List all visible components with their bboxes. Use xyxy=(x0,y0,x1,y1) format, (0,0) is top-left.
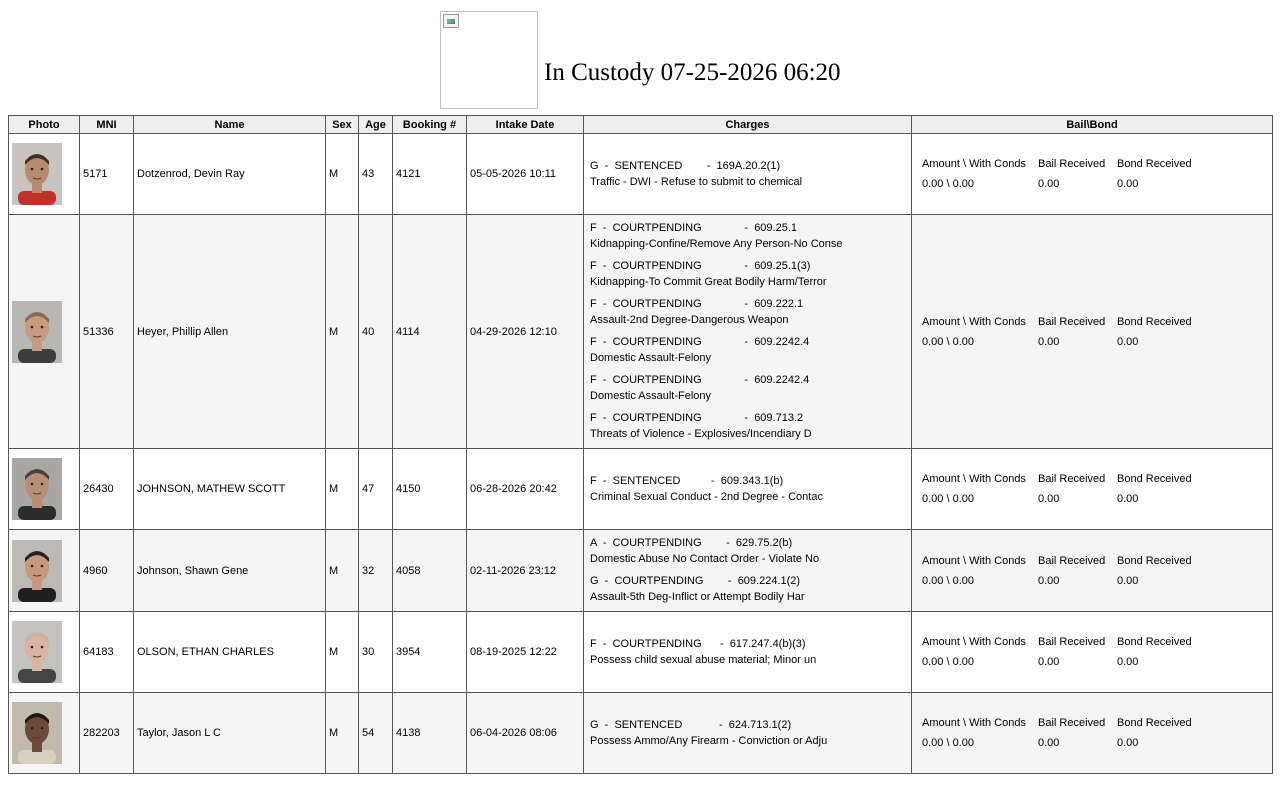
charge-status-statute: A - COURTPENDING - 629.75.2(b) xyxy=(590,537,793,549)
bail-received-label: Bail Received xyxy=(1038,717,1106,729)
bail-amount-value: 0.00 \ 0.00 xyxy=(922,574,974,587)
sex-cell: M xyxy=(326,449,359,530)
bail-received-label: Bail Received xyxy=(1038,636,1106,648)
charge-description: Traffic - DWI - Refuse to submit to chemical xyxy=(590,175,803,188)
mugshot-image[interactable] xyxy=(12,540,62,602)
inmate-row xyxy=(9,693,1273,774)
bail-received-value: 0.00 xyxy=(1038,493,1060,505)
bail-received-label: Bail Received xyxy=(1038,315,1106,328)
booking-number-cell: 4150 xyxy=(393,449,467,530)
charge-status-statute: G - SENTENCED - 169A.20.2(1) xyxy=(590,159,781,172)
bail-received-label: Bail Received xyxy=(1038,554,1106,567)
col-header-name: Name xyxy=(134,116,326,134)
booking-number-cell: 4121 xyxy=(393,134,467,215)
intake-date-cell: 05-05-2026 10:11 xyxy=(467,134,584,215)
bond-received-label: Bond Received xyxy=(1117,636,1192,648)
bond-received-label: Bond Received xyxy=(1117,717,1192,729)
intake-date-cell: 08-19-2025 12:22 xyxy=(467,612,584,693)
name-cell: JOHNSON, MATHEW SCOTT xyxy=(134,449,326,530)
charge-description: Domestic Assault-Felony xyxy=(590,352,712,364)
bail-received-value: 0.00 xyxy=(1038,656,1060,668)
bail-amount-label: Amount \ With Conds xyxy=(922,554,1026,567)
age-cell: 40 xyxy=(359,215,393,449)
charges-cell xyxy=(584,134,912,215)
charge-description: Criminal Sexual Conduct - 2nd Degree - Contac xyxy=(590,490,823,503)
charge-entry xyxy=(590,220,905,252)
photo-cell xyxy=(9,693,80,774)
name-cell: Taylor, Jason L C xyxy=(134,693,326,774)
bail-bond-cell xyxy=(912,215,1273,449)
col-header-age: Age xyxy=(359,116,393,134)
mugshot-image[interactable] xyxy=(12,143,62,205)
bail-amount-label: Amount \ With Conds xyxy=(922,315,1026,328)
bail-amount-value: 0.00 \ 0.00 xyxy=(922,737,974,749)
sex-cell: M xyxy=(326,530,359,612)
bail-amount-label: Amount \ With Conds xyxy=(922,717,1026,729)
charge-status-statute: F - COURTPENDING - 617.247.4(b)(3) xyxy=(590,637,806,650)
col-header-intake-date: Intake Date xyxy=(467,116,584,134)
agency-logo-image xyxy=(440,11,538,109)
sex-cell: M xyxy=(326,612,359,693)
bond-received-label: Bond Received xyxy=(1117,473,1192,485)
charge-description: Kidnapping-To Commit Great Bodily Harm/Terror xyxy=(590,276,827,288)
sex-cell: M xyxy=(326,134,359,215)
mugshot-image[interactable] xyxy=(12,301,62,363)
inmate-row xyxy=(9,134,1273,215)
photo-cell xyxy=(9,134,80,215)
bail-bond-grid xyxy=(922,636,1269,668)
charges-cell xyxy=(584,693,912,774)
charge-status-statute: F - COURTPENDING - 609.222.1 xyxy=(590,298,804,310)
bail-received-label: Bail Received xyxy=(1038,158,1106,170)
bail-amount-value: 0.00 \ 0.00 xyxy=(922,335,974,348)
charge-entry xyxy=(590,158,905,190)
bail-received-value: 0.00 xyxy=(1038,574,1060,587)
charge-description: Domestic Abuse No Contact Order - Violate No xyxy=(590,553,820,565)
bond-received-value: 0.00 xyxy=(1117,656,1139,668)
name-cell: Johnson, Shawn Gene xyxy=(134,530,326,612)
bail-bond-grid xyxy=(922,473,1269,505)
age-cell: 32 xyxy=(359,530,393,612)
inmate-row xyxy=(9,612,1273,693)
inmate-row xyxy=(9,215,1273,449)
photo-cell xyxy=(9,530,80,612)
intake-date-cell: 06-28-2026 20:42 xyxy=(467,449,584,530)
bail-bond-grid xyxy=(922,555,1269,587)
charge-status-statute: F - COURTPENDING - 609.2242.4 xyxy=(590,336,810,348)
mugshot-image[interactable] xyxy=(12,458,62,520)
col-header-charges: Charges xyxy=(584,116,912,134)
charge-entry xyxy=(590,636,905,668)
bail-received-label: Bail Received xyxy=(1038,473,1106,485)
col-header-mni: MNI xyxy=(80,116,134,134)
bail-bond-grid xyxy=(922,717,1269,749)
bail-bond-cell xyxy=(912,449,1273,530)
bail-amount-label: Amount \ With Conds xyxy=(922,158,1026,170)
bail-bond-grid xyxy=(922,316,1269,348)
bond-received-value: 0.00 xyxy=(1117,178,1139,190)
bail-amount-label: Amount \ With Conds xyxy=(922,473,1026,485)
table-header-row xyxy=(9,116,1273,134)
charge-description: Assault-5th Deg-Inflict or Attempt Bodily Har xyxy=(590,591,805,603)
mni-cell: 64183 xyxy=(80,612,134,693)
bond-received-value: 0.00 xyxy=(1117,493,1139,505)
bail-amount-value: 0.00 \ 0.00 xyxy=(922,178,974,190)
charge-status-statute: F - COURTPENDING - 609.713.2 xyxy=(590,412,804,424)
bond-received-label: Bond Received xyxy=(1117,315,1192,328)
page-title: In Custody 07-25-2026 06:20 xyxy=(544,59,841,86)
charge-entry xyxy=(590,410,905,442)
mni-cell: 51336 xyxy=(80,215,134,449)
sex-cell: M xyxy=(326,693,359,774)
inmate-row xyxy=(9,530,1273,612)
col-header-photo: Photo xyxy=(9,116,80,134)
bail-amount-label: Amount \ With Conds xyxy=(922,636,1026,648)
mni-cell: 5171 xyxy=(80,134,134,215)
bail-bond-grid xyxy=(922,158,1269,190)
photo-cell xyxy=(9,449,80,530)
page-header xyxy=(0,0,1280,115)
booking-number-cell: 4138 xyxy=(393,693,467,774)
charge-status-statute: F - COURTPENDING - 609.25.1(3) xyxy=(590,260,811,272)
charge-entry xyxy=(590,296,905,328)
sex-cell: M xyxy=(326,215,359,449)
charge-status-statute: F - COURTPENDING - 609.2242.4 xyxy=(590,374,810,386)
name-cell: Heyer, Phillip Allen xyxy=(134,215,326,449)
age-cell: 47 xyxy=(359,449,393,530)
intake-date-cell: 04-29-2026 12:10 xyxy=(467,215,584,449)
bail-bond-cell xyxy=(912,530,1273,612)
charge-entry xyxy=(590,372,905,404)
mni-cell: 4960 xyxy=(80,530,134,612)
bond-received-label: Bond Received xyxy=(1117,158,1192,170)
col-header-booking: Booking # xyxy=(393,116,467,134)
intake-date-cell: 06-04-2026 08:06 xyxy=(467,693,584,774)
intake-date-cell: 02-11-2026 23:12 xyxy=(467,530,584,612)
booking-number-cell: 4114 xyxy=(393,215,467,449)
charge-entry xyxy=(590,717,905,749)
mugshot-image[interactable] xyxy=(12,702,62,764)
photo-cell xyxy=(9,215,80,449)
bail-bond-cell xyxy=(912,693,1273,774)
age-cell: 43 xyxy=(359,134,393,215)
bond-received-value: 0.00 xyxy=(1117,335,1139,348)
charge-status-statute: F - SENTENCED - 609.343.1(b) xyxy=(590,474,784,487)
charge-entry xyxy=(590,334,905,366)
charge-entry xyxy=(590,258,905,290)
bail-received-value: 0.00 xyxy=(1038,737,1060,749)
bail-amount-value: 0.00 \ 0.00 xyxy=(922,656,974,668)
col-header-bail-bond: Bail\Bond xyxy=(912,116,1273,134)
inmate-row xyxy=(9,449,1273,530)
bail-amount-value: 0.00 \ 0.00 xyxy=(922,493,974,505)
bail-received-value: 0.00 xyxy=(1038,335,1060,348)
bail-received-value: 0.00 xyxy=(1038,178,1060,190)
charges-cell xyxy=(584,530,912,612)
bail-bond-cell xyxy=(912,134,1273,215)
photo-cell xyxy=(9,612,80,693)
bond-received-value: 0.00 xyxy=(1117,737,1139,749)
custody-roster-table xyxy=(8,115,1273,774)
bail-bond-cell xyxy=(912,612,1273,693)
charge-description: Domestic Assault-Felony xyxy=(590,390,712,402)
bond-received-value: 0.00 xyxy=(1117,574,1139,587)
charge-description: Threats of Violence - Explosives/Incendiary D xyxy=(590,428,812,440)
charge-status-statute: F - COURTPENDING - 609.25.1 xyxy=(590,222,798,234)
charge-description: Possess Ammo/Any Firearm - Conviction or Adju xyxy=(590,734,828,747)
mugshot-image[interactable] xyxy=(12,621,62,683)
charge-description: Assault-2nd Degree-Dangerous Weapon xyxy=(590,314,789,326)
charges-cell xyxy=(584,612,912,693)
broken-image-icon xyxy=(443,14,459,28)
charge-status-statute: G - SENTENCED - 624.713.1(2) xyxy=(590,718,792,731)
bond-received-label: Bond Received xyxy=(1117,554,1192,567)
booking-number-cell: 3954 xyxy=(393,612,467,693)
charge-description: Kidnapping-Confine/Remove Any Person-No Conse xyxy=(590,238,843,250)
name-cell: Dotzenrod, Devin Ray xyxy=(134,134,326,215)
charges-cell xyxy=(584,449,912,530)
col-header-sex: Sex xyxy=(326,116,359,134)
charge-entry xyxy=(590,573,905,605)
charge-status-statute: G - COURTPENDING - 609.224.1(2) xyxy=(590,575,801,587)
name-cell: OLSON, ETHAN CHARLES xyxy=(134,612,326,693)
charge-entry xyxy=(590,535,905,567)
charge-description: Possess child sexual abuse material; Minor un xyxy=(590,653,817,666)
mni-cell: 26430 xyxy=(80,449,134,530)
mni-cell: 282203 xyxy=(80,693,134,774)
age-cell: 54 xyxy=(359,693,393,774)
charge-entry xyxy=(590,473,905,505)
charges-cell xyxy=(584,215,912,449)
booking-number-cell: 4058 xyxy=(393,530,467,612)
age-cell: 30 xyxy=(359,612,393,693)
